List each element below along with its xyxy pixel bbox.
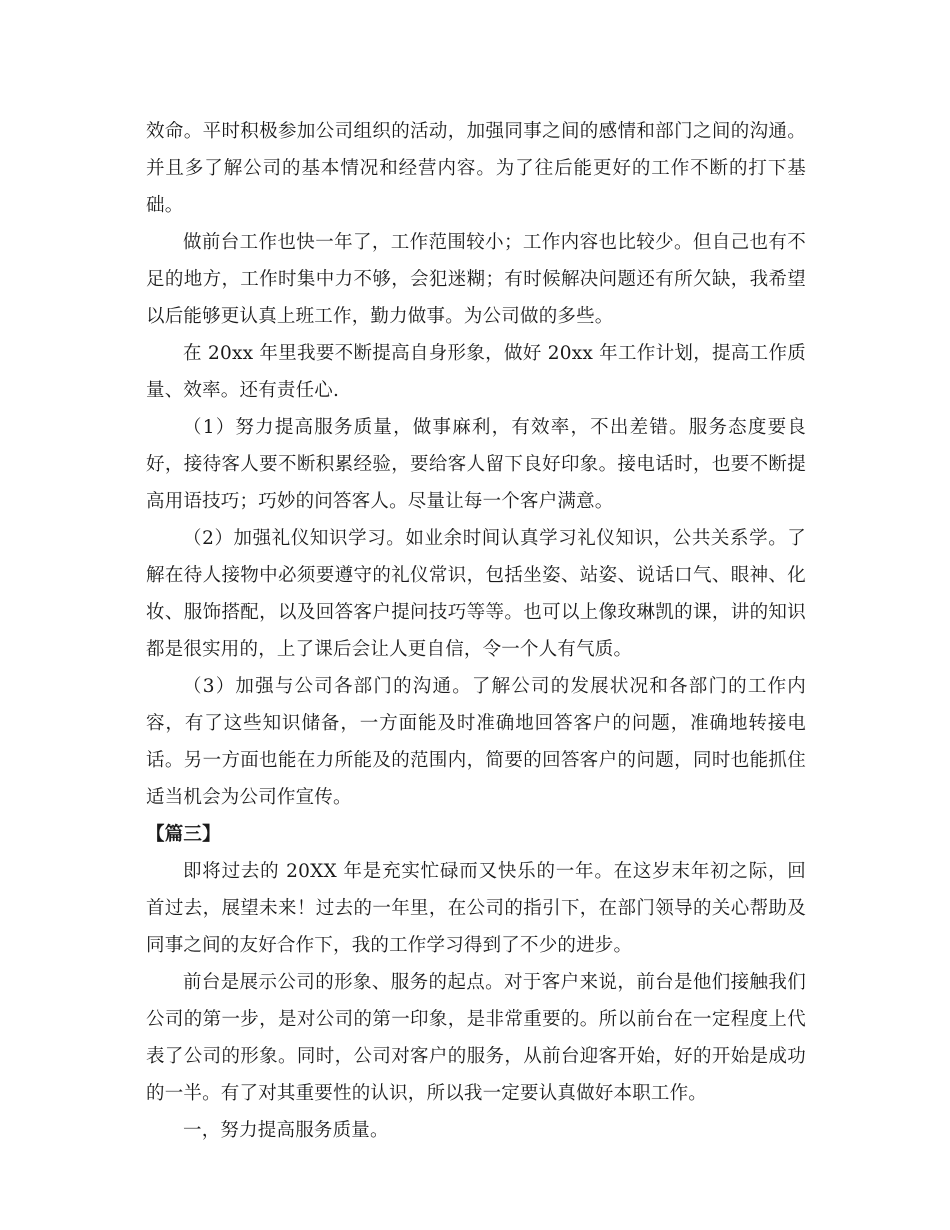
paragraph: 即将过去的 20XX 年是充实忙碌而又快乐的一年。在这岁末年初之际，回首过去，展望未来！过去的一年里，在公司的指引下，在部门领导的关心帮助及同事之间的友好合作下，我的工作学习得到了不少的进步。 [146,861,806,956]
list-item-2: （2）加强礼仪知识学习。如业余时间认真学习礼仪知识，公共关系学。了解在待人接物中必须要遵守的礼仪常识，包括坐姿、站姿、说话口气、眼神、化妆、服饰搭配，以及回答客户提问技巧等等。也可以上像玫琳凯的课，讲的知识都是很实用的，上了课后会让人更自信，令一个人有气质。 [146,528,806,660]
document-body [146,113,806,1149]
section-heading: 【篇三】 [146,824,221,845]
list-item-1: （1）努力提高服务质量，做事麻利，有效率，不出差错。服务态度要良好，接待客人要不断积累经验，要给客人留下良好印象。接电话时，也要不断提高用语技巧；巧妙的问答客人。尽量让每一个客户满意。 [146,417,806,512]
paragraph-continuation: 效命。平时积极参加公司组织的活动，加强同事之间的感情和部门之间的沟通。并且多了解公司的基本情况和经营内容。为了往后能更好的工作不断的打下基础。 [146,121,806,216]
subheading: 一，努力提高服务质量。 [183,1120,389,1141]
list-item-3: （3）加强与公司各部门的沟通。了解公司的发展状况和各部门的工作内容，有了这些知识储备，一方面能及时准确地回答客户的问题，准确地转接电话。另一方面也能在力所能及的范围内，简要的回答客户的问题，同时也能抓住适当机会为公司作宣传。 [146,676,806,808]
paragraph: 前台是展示公司的形象、服务的起点。对于客户来说，前台是他们接触我们公司的第一步，是对公司的第一印象，是非常重要的。所以前台在一定程度上代表了公司的形象。同时，公司对客户的服务，从前台迎客开始，好的开始是成功的一半。有了对其重要性的认识，所以我一定要认真做好本职工作。 [146,972,806,1104]
paragraph: 做前台工作也快一年了，工作范围较小；工作内容也比较少。但自己也有不足的地方，工作时集中力不够，会犯迷糊；有时候解决问题还有所欠缺，我希望以后能够更认真上班工作，勤力做事。为公司做的多些。 [146,232,806,327]
paragraph: 在 20xx 年里我要不断提高自身形象，做好 20xx 年工作计划，提高工作质量、效率。还有责任心. [146,343,806,401]
